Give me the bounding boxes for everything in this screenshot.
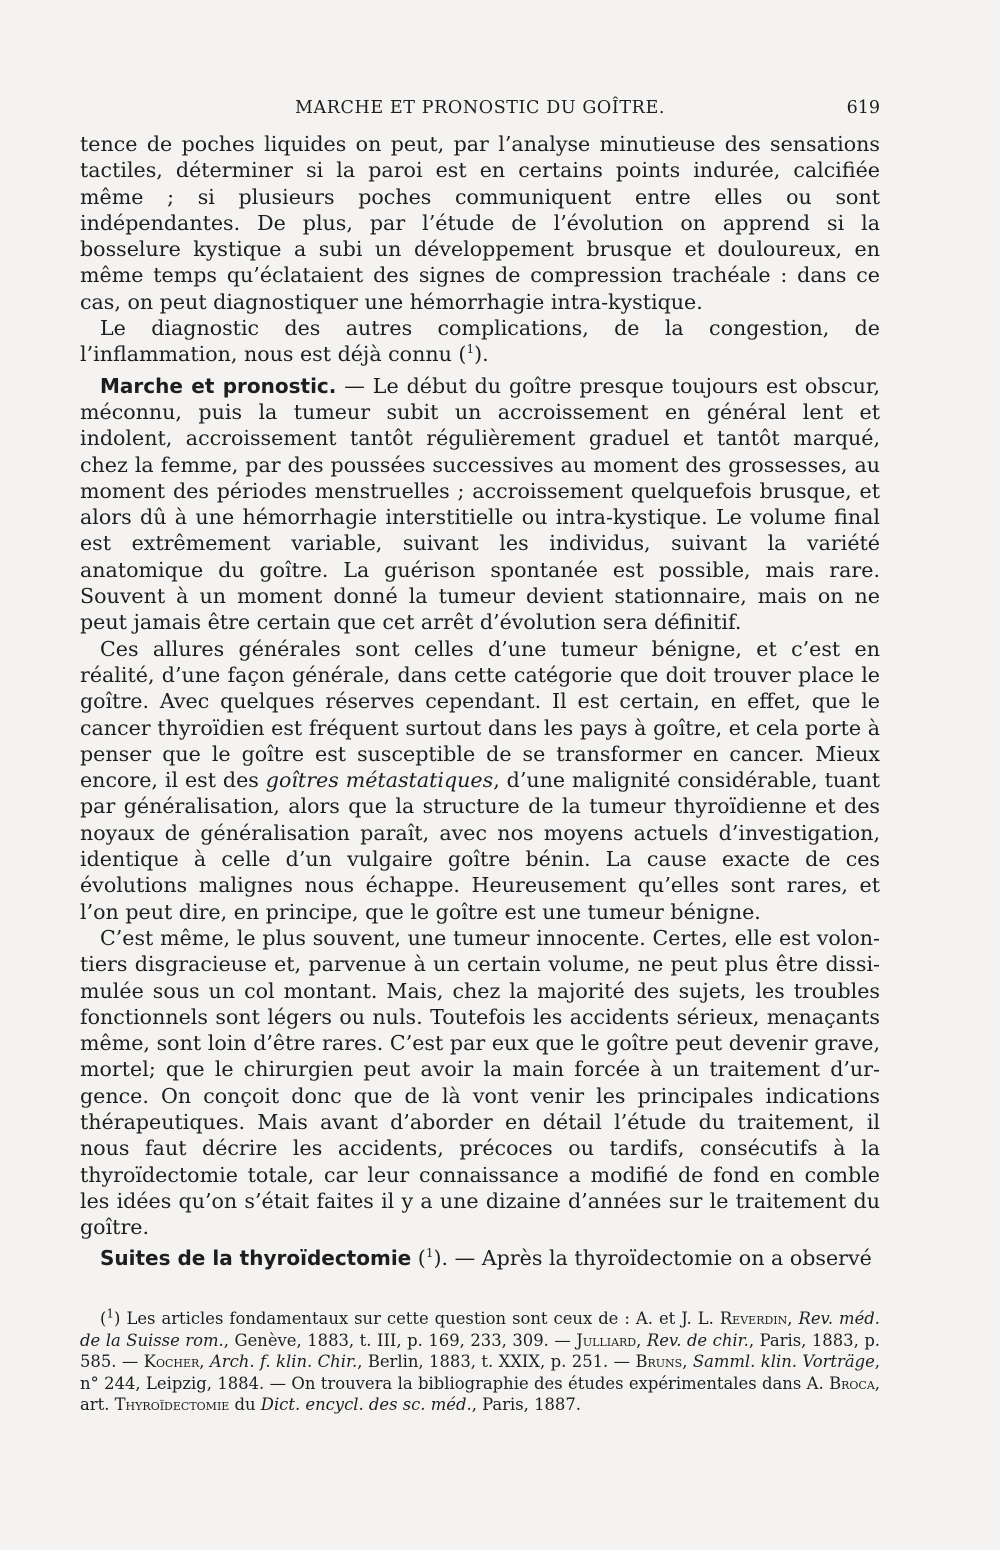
section-heading-suites-thyroidectomie: Suites de la thyroïdectomie bbox=[100, 1246, 412, 1271]
journal-title: Dict. encycl. des sc. méd. bbox=[260, 1395, 472, 1415]
footnote-1: ($^1$) Les articles fondamentaux sur cette question sont ceux de : A. et J. L. Reverdin, Rev. méd. de la Suisse rom., Genève, 1883, t. III, p. 169, 233, 309. — Julliard, Rev. de chir., Paris, 1883, p. 585. — Kocher, Arch. f. klin. Chir., Berlin, 1883, t. XXIX, p. 251. — Bruns, Samml. klin. Vorträge, n° 244, Leipzig, 1884. — On trouvera la bibliographie des études expérimentales dans A. Broca, art. Thyroïdectomie du Dict. encycl. des sc. méd., Paris, 1887. bbox=[80, 1306, 881, 1415]
paragraph-continuation: tence de poches liquides on peut, par l’analyse minutieuse des sensations tactiles, déterminer si la paroi est en certains points indurée, calcifiée même ; si plusieurs poches communiquent entre elles ou sont indépendantes. De plus, par l’étude de l’évolution on apprend si la bosselure kystique a subi un développement brusque et douloureux, en même temps qu’éclataient des signes de compression trachéale : dans ce cas, on peut diagnostiquer une hémorrhagie intra-kystique. bbox=[80, 132, 880, 314]
journal-title: Rev. méd. de la Suisse rom. bbox=[80, 1309, 880, 1350]
footnote-ref: 1 bbox=[425, 1246, 434, 1261]
main-text bbox=[80, 131, 880, 1272]
paragraph-complications: Le diagnostic des autres complications, de la congestion, de l’inflammation, nous est déjà connu ($^1$). bbox=[80, 316, 880, 367]
paragraph-allures-generales: Ces allures générales sont celles d’une tumeur bénigne, et c’est en réalité, d’une façon générale, dans cette catégorie que doit trouver place le goître. Avec quelques réserves cependant. Il est certain, en effet, que le cancer thyroïdien est fréquent surtout dans les pays à goître, et cela porte à penser que le goître est susceptible de se transformer en cancer. Mieux encore, il est des goîtres métastatiques, d’une malignité considérable, tuant par généralisation, alors que la structure de la tumeur thyroïdienne et des noyaux de généralisation paraît, avec nos moyens actuels d’investigation, identique à celle d’un vulgaire goître bénin. La cause exacte de ces évolutions malignes nous échappe. Heureusement qu’elles sont rares, et l’on peut dire, en principe, que le goître est une tumeur bénigne. bbox=[80, 636, 881, 924]
paragraph-tumeur-innocente: C’est même, le plus souvent, une tumeur innocente. Certes, elle est volontiers disgracieuse et, parvenue à un certain volume, ne peut plus être dissimulée sous un col montant. Mais, chez la majorité des sujets, les troubles fonctionnels sont légers ou nuls. Toutefois les accidents sérieux, menaçants même, sont loin d’être rares. C’est par eux que le goître peut devenir grave, mortel; que le chirurgien peut avoir la main forcée à un traitement d’urgence. On conçoit donc que de là vont venir les principales indications thérapeutiques. Mais avant d’aborder en détail l’étude du traitement, il nous faut décrire les accidents, précoces ou tardifs, consécutifs à la thyroïdectomie totale, car leur connaissance a modifié de fond en comble les idées qu’on s’était faites il y a une dizaine d’années sur le traitement du goître. bbox=[80, 925, 880, 1240]
running-title: MARCHE ET PRONOSTIC DU GOÎTRE. bbox=[295, 98, 665, 118]
journal-title: Samml. klin. Vorträge bbox=[692, 1352, 875, 1372]
author-name: Reverdin bbox=[719, 1309, 788, 1328]
author-name: Kocher bbox=[143, 1352, 200, 1372]
article-title: Thyroïdectomie bbox=[114, 1395, 230, 1415]
footnote-ref: 1 bbox=[466, 342, 475, 357]
journal-title: Rev. de chir. bbox=[646, 1330, 749, 1350]
journal-title: Arch. f. klin. Chir. bbox=[209, 1352, 358, 1372]
page-number: 619 bbox=[846, 98, 880, 118]
emphasis-goitres-metastatiques: goîtres métastatiques bbox=[265, 768, 494, 793]
author-name: Julliard bbox=[576, 1330, 637, 1350]
section-suites-thyroidectomie: Suites de la thyroïdectomie ($^1$). — Après la thyroïdectomie on a observé bbox=[100, 1246, 872, 1271]
author-name: Broca bbox=[829, 1373, 875, 1393]
author-name: Bruns bbox=[635, 1352, 683, 1372]
footnotes bbox=[80, 1308, 880, 1416]
section-heading-marche-pronostic: Marche et pronostic. bbox=[100, 373, 337, 398]
footnote-mark: 1 bbox=[106, 1306, 115, 1321]
section-marche-pronostic: Marche et pronostic. — Le début du goître presque toujours est obscur, méconnu, puis la tumeur subit un accroissement en général lent et indolent, accroissement tantôt régulièrement graduel et tantôt marqué, chez la femme, par des poussées successives au moment des grossesses, au moment des périodes menstruelles ; accroissement quelquefois brusque, et alors dû à une hémorrhagie interstitielle ou intra-kystique. Le volume final est extrêmement variable, suivant les individus, suivant la variété anatomique du goître. La guérison spontanée est possible, mais rare. Souvent à un moment donné la tumeur devient stationnaire, mais on ne peut jamais être certain que cet arrêt d’évolution sera définitif. bbox=[80, 373, 880, 635]
